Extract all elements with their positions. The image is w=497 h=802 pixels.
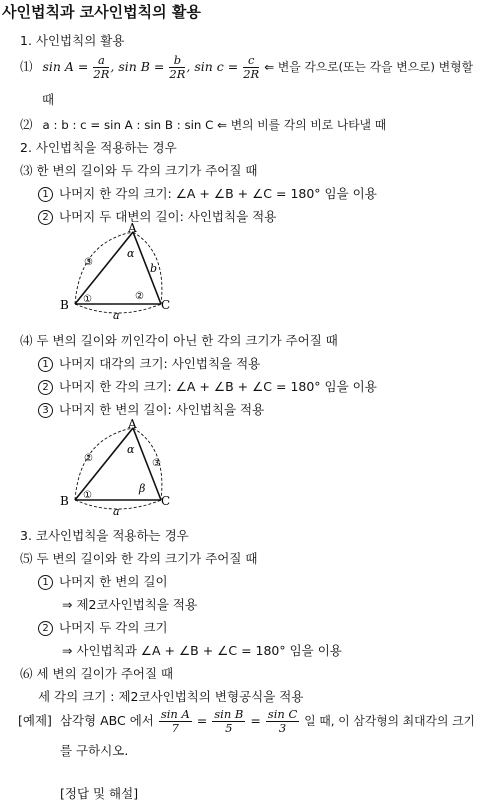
section-1-heading: 1. 사인법칙의 활용 bbox=[20, 33, 125, 48]
ratio-text: a : b : c = sin A : sin B : sin C ⇐ 변의 비를 각의 비로 나타낼 때 bbox=[42, 118, 387, 132]
sinA-lhs: sin A = bbox=[42, 59, 89, 74]
case-4-step-3: 3 나머지 한 변의 길이: 사인법칙을 적용 bbox=[38, 400, 264, 418]
case-4-step-2: 2 나머지 한 각의 크기: ∠A + ∠B + ∠C = 180° 임을 이용 bbox=[38, 377, 377, 395]
case-3-step-1: 1 나머지 한 각의 크기: ∠A + ∠B + ∠C = 180° 임을 이용 bbox=[38, 184, 377, 202]
vertex-b-label: B bbox=[60, 494, 69, 508]
example-label: [예제] bbox=[18, 713, 52, 728]
fraction-sinA-7: $\frac{\text{sin A}}{7}$ bbox=[160, 707, 190, 735]
sinB-lhs: , sin B = bbox=[110, 59, 165, 74]
sine-law-formula-line bbox=[20, 54, 473, 81]
mark-2: ② bbox=[84, 453, 93, 464]
example-tail: 일 때, 이 삼각형의 최대각의 크기 bbox=[304, 714, 475, 728]
triangle-diagram-1 bbox=[55, 222, 190, 322]
sine-law-usage-note-cont: 때 bbox=[42, 92, 55, 107]
fraction-b-2R: $\frac{b}{2R}$ bbox=[169, 53, 186, 81]
case-5: ⑸ 두 변의 길이와 한 각의 크기가 주어질 때 bbox=[20, 551, 258, 566]
step-marker: 2 bbox=[38, 621, 53, 636]
example-lead: 삼각형 ABC 에서 bbox=[59, 713, 154, 728]
page-title: 사인법칙과 코사인법칙의 활용 bbox=[2, 3, 201, 21]
fraction-c-2R: $\frac{c}{2R}$ bbox=[243, 53, 260, 81]
side-b-label: b bbox=[150, 262, 158, 275]
angle-alpha-label: α bbox=[127, 247, 135, 260]
vertex-c-label: C bbox=[161, 298, 171, 312]
step-marker: 1 bbox=[38, 357, 53, 372]
step-marker: 1 bbox=[38, 575, 53, 590]
equals-sign: = bbox=[250, 713, 261, 728]
section-2-heading: 2. 사인법칙을 적용하는 경우 bbox=[20, 140, 177, 155]
vertex-a-label: A bbox=[128, 418, 137, 431]
mark-3: ③ bbox=[84, 257, 93, 268]
answer-heading: [정답 및 해설] bbox=[60, 786, 139, 801]
angle-beta-label: β bbox=[139, 482, 146, 495]
case-4-step-1: 1 나머지 대각의 크기: 사인법칙을 적용 bbox=[38, 354, 260, 372]
side-a-label: a bbox=[113, 309, 120, 322]
fraction-sinB-5: $\frac{\text{sin B}}{5}$ bbox=[214, 707, 244, 735]
step-marker: 2 bbox=[38, 210, 53, 225]
step-marker: 3 bbox=[38, 403, 53, 418]
triangle-diagram-2 bbox=[55, 418, 190, 518]
mark-2: ② bbox=[135, 291, 144, 302]
mark-1: ① bbox=[83, 490, 92, 501]
case-6-result: 세 각의 크기 : 제2코사인법칙의 변형공식을 적용 bbox=[38, 689, 304, 704]
vertex-b-label: B bbox=[60, 298, 69, 312]
case-3: ⑶ 한 변의 길이와 두 각의 크기가 주어질 때 bbox=[20, 163, 258, 178]
section-3-heading: 3. 코사인법칙을 적용하는 경우 bbox=[20, 528, 189, 543]
fraction-a-2R: $\frac{a}{2R}$ bbox=[93, 53, 110, 81]
case-5-step-1: 1 나머지 한 변의 길이 bbox=[38, 572, 168, 590]
case-5-step-1-result: ⇒ 제2코사인법칙을 적용 bbox=[62, 597, 198, 612]
step-marker: 2 bbox=[38, 380, 53, 395]
fraction-sinC-3: $\frac{\text{sin C}}{3}$ bbox=[267, 707, 298, 735]
sinC-lhs: , sin c = bbox=[186, 59, 239, 74]
example-cont: 를 구하시오. bbox=[60, 743, 129, 758]
vertex-c-label: C bbox=[161, 494, 171, 508]
item-number: ⑴ bbox=[20, 59, 33, 74]
case-5-step-2: 2 나머지 두 각의 크기 bbox=[38, 618, 168, 636]
sine-law-usage-note: ⇐ 변을 각으로(또는 각을 변으로) 변형할 bbox=[264, 60, 473, 74]
ratio-line bbox=[20, 115, 386, 133]
case-4: ⑷ 두 변의 길이와 끼인각이 아닌 한 각의 크기가 주어질 때 bbox=[20, 333, 338, 348]
item-number: ⑵ bbox=[20, 117, 33, 132]
mark-3: ③ bbox=[152, 458, 161, 469]
case-5-step-2-result: ⇒ 사인법칙과 ∠A + ∠B + ∠C = 180° 임을 이용 bbox=[62, 643, 342, 658]
equals-sign: = bbox=[196, 713, 208, 728]
example-problem bbox=[18, 708, 475, 735]
vertex-a-label: A bbox=[128, 222, 137, 235]
mark-1: ① bbox=[83, 294, 92, 305]
case-6: ⑹ 세 변의 길이가 주어질 때 bbox=[20, 666, 174, 681]
step-marker: 1 bbox=[38, 187, 53, 202]
angle-alpha-label: α bbox=[127, 443, 135, 456]
case-3-step-2: 2 나머지 두 대변의 길이: 사인법칙을 적용 bbox=[38, 207, 276, 225]
side-a-label: a bbox=[113, 505, 120, 518]
